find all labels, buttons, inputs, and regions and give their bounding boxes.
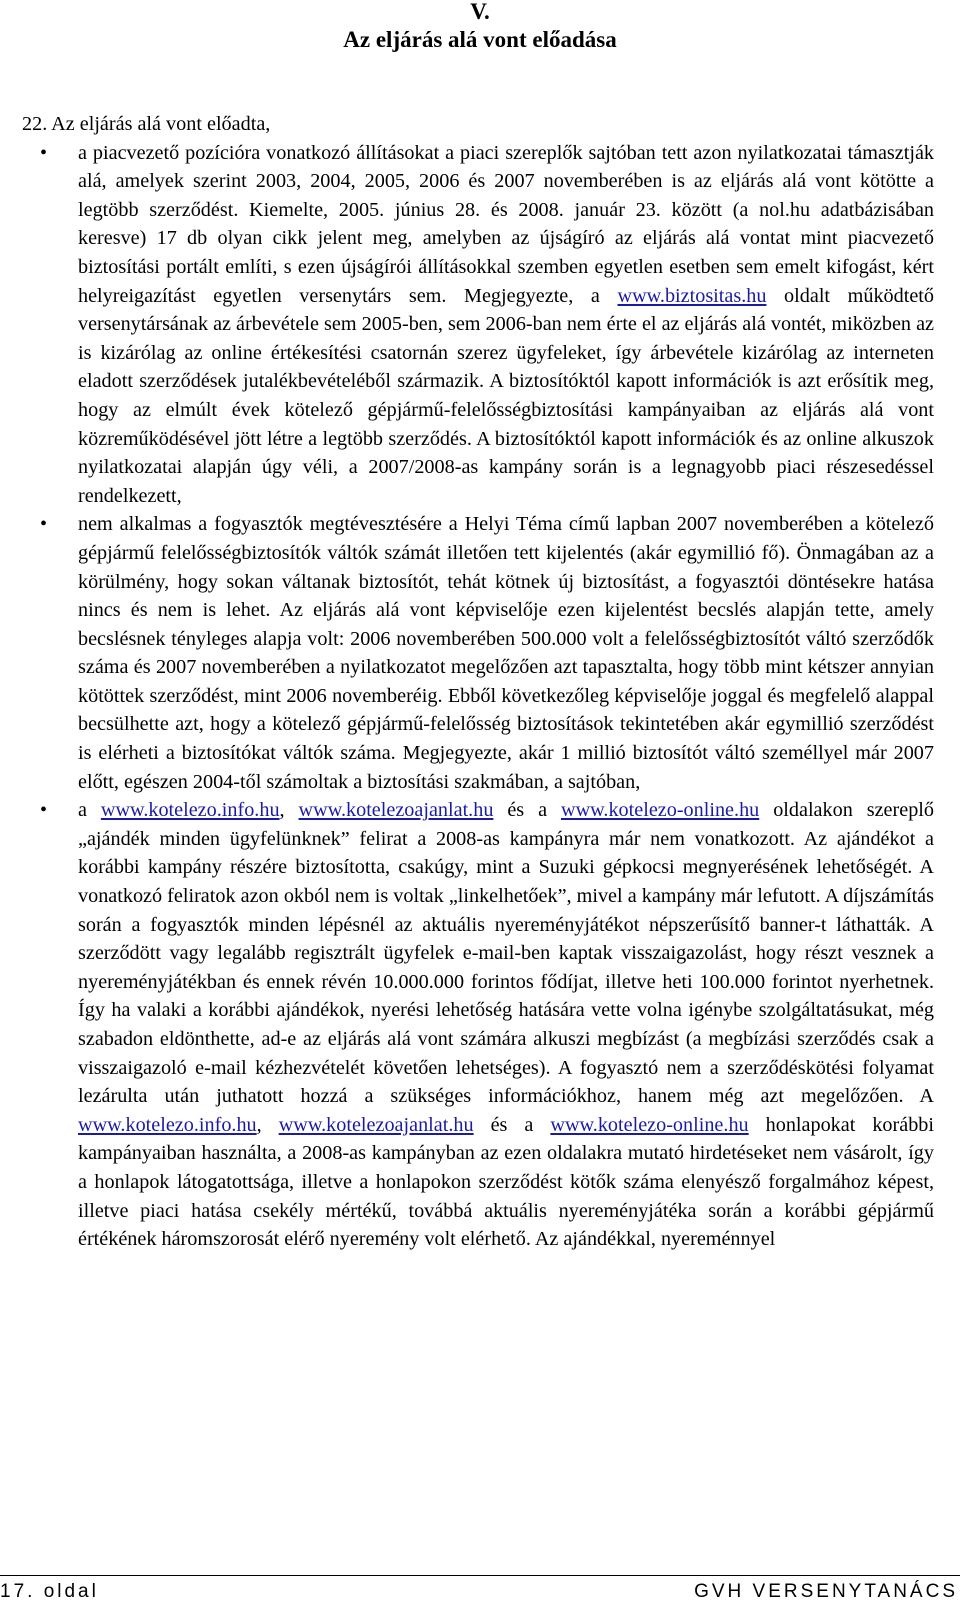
website-link[interactable]: www.kotelezo-online.hu <box>560 799 760 822</box>
bullet-text: a <box>78 799 101 822</box>
footer-page-number: 17. oldal <box>0 1581 99 1602</box>
bullet-list <box>22 139 934 1254</box>
bullet-text: nem alkalmas a fogyasztók megtévesztésére a Helyi Téma című lapban 2007 novemberében a kötelező gépjármű felelősségbiztosítók váltók számát illetően tett kijelentés (akár egymillió fő). Önmagában az a körülmény, hogy sokan váltanak biztosítót, tehát kötnek új biztosítást, a fogyasztói döntésekre hatása nincs és nem is lehet. Az eljárás alá vont képviselője ezen kijelentést becslés alapján tette, amely becslésnek tényleges alapja volt: 2006 novemberében 500.000 volt a felelősségbiztosítót váltó szerződők száma és 2007 novemberében a nyilatkozatot megelőzően azt tapasztalta, hogy több mint kétszer annyian kötöttek szerződést, mint 2006 novemberéig. Ebből következőleg képviselője joggal és megfelelő alappal becsülhette azt, hogy a kötelező gépjármű-felelősség biztosítások tekintetében akár egymillió szerződést is elérheti a biztosítókat váltók száma. Megjegyezte, akár 1 millió biztosítót váltó személlyel már 2007 előtt, egészen 2004-től számoltak a biztosítási szakmában, a sajtóban, <box>78 513 934 793</box>
bullet-text: és a <box>473 1113 551 1136</box>
paragraph-intro: 22. Az eljárás alá vont előadta, <box>22 113 271 135</box>
website-link[interactable]: www.kotelezo.info.hu <box>78 1113 257 1136</box>
website-link[interactable]: www.kotelezoajanlat.hu <box>278 1113 474 1136</box>
bullet-text: , <box>256 1113 279 1136</box>
bullet-text: a piacvezető pozícióra vonatkozó állításokat a piaci szereplők sajtóban tett azon nyilatkozatai támasztják alá, amelyek szerint 2003, 2004, 2005, 2006 és 2007 novemberében is az eljárás alá vont kötötte a legtöbb szerződést. Kiemelte, 2005. június 28. és 2008. január 23. között (a nol.hu adatbázisában keresve) 17 db olyan cikk jelent meg, amelyben az újságíró az eljárás alá vontat mint piacvezető biztosítási portált említi, s ezen újságírói állításokkal szemben egyetlen esetben sem emelt kifogást, kért helyreigazítást egyetlen versenytárs sem. Megjegyezte, a <box>78 141 934 307</box>
footer-organization: GVH VERSENYTANÁCS <box>694 1581 958 1602</box>
bullet-text: oldalakon szereplő „ajándék minden ügyfelünknek” felirat a 2008-as kampányra már nem vonatkozott. Az ajándékot a korábbi kampány részére biztosította, csakúgy, mint a Suzuki gépkocsi megnyerésének lehetőségét. A vonatkozó feliratok azon okból nem is voltak „linkelhetőek”, mivel a kampány már lefutott. A díjszámítás során a fogyasztók minden lépésnél az aktuális nyereményjátékot népszerűsítő banner-t láthatták. A szerződött vagy legalább regisztrált ügyfelek e-mail-ben kaptak visszaigazolást, hogy részt vesznek a nyereményjátékban és ennek révén 10.000.000 forintos fődíjat, illetve heti 100.000 forintot nyerhetnek. Így ha valaki a korábbi ajándékok, nyerési lehetőség hatására vette volna igénybe szolgáltatásukat, még szabadon eldönthette, ad-e az eljárás alá vont számára alkuszi megbízást (a megbízási szerződés csak a visszaigazoló e-mail kézhezvételét követően lehetséges). A fogyasztó nem a szerződéskötési folyamat lezárulta után juthatott hozzá a szükséges információkhoz, hanem még azt megelőzően. A <box>78 799 934 1108</box>
website-link[interactable]: www.kotelezo-online.hu <box>550 1113 749 1136</box>
document-body <box>22 110 934 1254</box>
bullet-item <box>22 139 934 511</box>
bullet-icon: • <box>40 141 48 164</box>
bullet-text: oldalt működtető versenytársának az árbevétele sem 2005-ben, sem 2006-ban nem érte el az eljárás alá vontét, miközben az is kizárólag az online értékesítési csatornán szerez ügyfeleket, így árbevétele kizárólag az interneten eladott szerződések jutalékbevételéből származik. A biztosítóktól kapott információk is azt erősítik meg, hogy az elmúlt évek kötelező gépjármű-felelősségbiztosítási kampányaiban az eljárás alá vont közreműködésével jött létre a legtöbb szerződés. A biztosítóktól kapott információk és az online alkuszok nyilatkozatai alapján úgy véli, a 2007/2008-as kampány során is a legnagyobb piaci részesedéssel rendelkezett, <box>78 284 934 507</box>
bullet-icon: • <box>40 513 48 536</box>
website-link[interactable]: www.kotelezo.info.hu <box>100 799 280 822</box>
website-link[interactable]: www.kotelezoajanlat.hu <box>298 799 494 822</box>
bullet-item <box>22 510 934 796</box>
website-link[interactable]: www.biztositas.hu <box>617 284 767 307</box>
bullet-text: honlapokat korábbi kampányaiban használta, a 2008-as kampányban az ezen oldalakra mutató hirdetéseket nem vásárolt, így a honlapok látogatottsága, illetve a honlapokon szerződést kötők száma elenyésző forgalmához képest, illetve piaci hatása csekély mértékű, továbbá aktuális nyereményjátéka során a korábbi gépjármű értékének háromszorosát elérő nyeremény volt elérhető. Az ajándékkal, nyereménnyel <box>78 1113 934 1251</box>
footer-divider <box>0 1575 960 1576</box>
section-title: Az eljárás alá vont előadása <box>343 27 617 52</box>
bullet-text: és a <box>493 799 561 822</box>
bullet-item <box>22 796 934 1254</box>
bullet-icon: • <box>40 799 48 822</box>
bullet-text: , <box>279 799 299 822</box>
section-number: V. <box>470 0 490 24</box>
